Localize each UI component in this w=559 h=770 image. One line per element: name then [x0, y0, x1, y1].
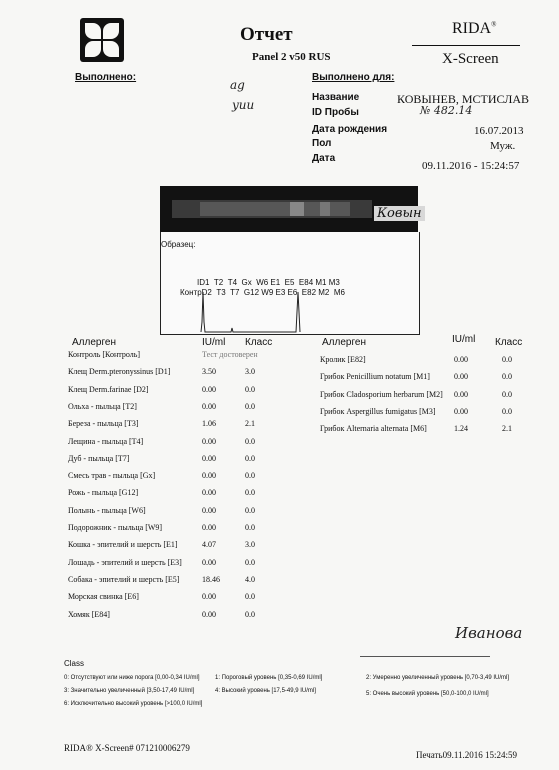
signature-line [360, 656, 490, 657]
date-label: Дата [312, 153, 336, 164]
allergen-class-value: 0.0 [245, 384, 255, 394]
sample-label: Образец: [161, 240, 196, 249]
allergen-class-value: 0.0 [502, 355, 512, 364]
allergen-name: Смесь трав - пыльца [Gx] [68, 471, 156, 481]
right-header-class: Класс [495, 337, 523, 348]
allergen-name: Дуб - пыльца [T7] [68, 453, 130, 463]
allergen-name: Грибок Aspergillus fumigatus [M3] [320, 406, 436, 416]
allergen-iu-value: 0.00 [202, 453, 216, 463]
allergen-name: Ольха - пыльца [T2] [68, 401, 137, 411]
allergen-class-value: 0.0 [245, 436, 255, 446]
test-strip-image [160, 186, 422, 232]
allergen-name: Полынь - пыльца [W6] [68, 505, 146, 515]
left-header-iu: IU/ml [202, 337, 226, 348]
performed-for-label: Выполнено для: [312, 72, 395, 83]
sample-id-value: № 482.14 [420, 104, 473, 117]
allergen-iu-value: 0.00 [202, 384, 216, 394]
allergen-class-value: 0.0 [245, 471, 255, 481]
sex-label: Пол [312, 138, 332, 149]
allergen-iu-value: 0.00 [202, 488, 216, 498]
handwritten-initials-2: yuu [232, 98, 255, 112]
sample-id-label: ID Пробы [312, 107, 359, 118]
allergen-name: Клещ Derm.pteronyssinus [D1] [68, 367, 171, 377]
allergen-iu-value: 0.00 [202, 471, 216, 481]
name-label: Название [312, 92, 360, 103]
rida-logo [80, 18, 124, 62]
allergen-class-value: 0.0 [245, 609, 255, 619]
panel-subtitle: Panel 2 v50 RUS [252, 51, 331, 63]
allergen-class-value: 0.0 [245, 592, 255, 602]
allergen-name: Клещ Derm.farinae [D2] [68, 384, 149, 394]
allergen-name: Кролик [E82] [320, 355, 366, 364]
allergen-class-value: 0.0 [245, 523, 255, 532]
legend-item-0: 0: Отсутствуют или ниже порога [0,00-0,34 IU/ml] [64, 675, 200, 681]
allergen-class-value: 0.0 [245, 401, 255, 411]
allergen-iu-value: 0.00 [202, 505, 216, 515]
allergen-iu-value: 0.00 [454, 372, 468, 382]
allergen-name: Собака - эпителий и шерсть [E5] [68, 574, 180, 584]
allergen-class-value: 4.0 [245, 574, 255, 584]
right-header-iu: IU/ml [452, 334, 476, 345]
allergen-name: Береза - пыльца [T3] [68, 419, 139, 429]
handwritten-name: Ковын [374, 206, 425, 221]
performed-by-label: Выполнено: [75, 72, 137, 83]
allergen-name: Лещина - пыльца [T4] [68, 436, 144, 446]
legend-item-1: 1: Пороговый уровень [0,35-0,69 IU/ml] [215, 675, 323, 681]
birthdate-value: 16.07.2013 [474, 125, 524, 137]
allergen-name: Грибок Penicillium notatum [M1] [320, 372, 430, 382]
allergen-class-value: 0.0 [245, 453, 255, 463]
allergen-iu-value: 4.07 [202, 540, 216, 550]
allergen-name: Хомяк [E84] [68, 609, 110, 619]
handwritten-initials-1: ag [230, 78, 245, 92]
allergen-iu-value: 0.00 [454, 355, 468, 364]
allergen-class-value: 0.0 [245, 488, 255, 498]
allergen-name: Контроль [Контроль] [68, 350, 141, 359]
allergen-class-value: 3.0 [245, 540, 255, 550]
allergen-iu-value: 0.00 [202, 609, 216, 619]
allergen-iu-value: 18.46 [202, 574, 220, 584]
legend-item-4: 4: Высокий уровень [17,5-49,9 IU/ml] [215, 688, 316, 694]
marker-bottom-row: КонтрD2 T3 T7 G12 W9 E3 E6 E82 M2 M6 [180, 288, 345, 297]
allergen-name: Лошадь - эпителий и шерсть [E3] [68, 557, 182, 567]
allergen-name: Подорожник - пыльца [W9] [68, 523, 163, 532]
brand-rida: RIDA® [452, 20, 497, 37]
left-header-class: Класс [245, 337, 273, 348]
allergen-class-value: 0.0 [502, 406, 512, 416]
allergen-name: Рожь - пыльца [G12] [68, 488, 139, 498]
allergen-class-value: 0.0 [502, 372, 512, 382]
allergen-class-value: 3.0 [245, 367, 255, 377]
signature: Иванова [455, 624, 523, 642]
allergen-class-value: 0.0 [245, 505, 255, 515]
allergen-iu-value: 0.00 [454, 389, 468, 399]
allergen-iu-value: 0.00 [454, 406, 468, 416]
allergen-name: Грибок Alternaria alternata [M6] [320, 424, 427, 434]
allergen-iu-value: 0.00 [202, 592, 216, 602]
brand-divider [412, 45, 520, 46]
allergen-name: Морская свинка [E6] [68, 592, 139, 602]
brand-xscreen: X-Screen [442, 51, 499, 67]
sex-value: Муж. [490, 140, 516, 152]
legend-item-2: 2: Умеренно увеличенный уровень [0,70-3,49 IU/ml] [366, 675, 510, 681]
device-serial: RIDA® X-Screen# 071210006279 [64, 743, 190, 753]
left-header-allergen: Аллерген [72, 337, 116, 348]
allergen-name: Грибок Cladosporium herbarum [M2] [320, 389, 443, 399]
allergen-class-value: 2.1 [502, 424, 512, 434]
legend-item-6: 6: Исключительно высокий уровень [>100,0 IU/ml] [64, 701, 203, 707]
allergen-iu-value: 0.00 [202, 557, 216, 567]
allergen-name: Кошка - эпителий и шерсть [E1] [68, 540, 178, 550]
allergen-iu-value: 0.00 [202, 401, 216, 411]
allergen-iu-value: 0.00 [202, 523, 216, 532]
marker-top-row: ID1 T2 T4 Gx W6 E1 E5 E84 M1 M3 [197, 278, 340, 287]
patient-name: КОВЫНЕВ, МСТИСЛАВ [397, 92, 530, 106]
right-header-allergen: Аллерген [322, 337, 366, 348]
allergen-class-value: 0.0 [502, 389, 512, 399]
allergen-iu-value: 0.00 [202, 436, 216, 446]
date-value: 09.11.2016 - 15:24:57 [422, 160, 520, 172]
allergen-iu-value: 1.06 [202, 419, 216, 429]
legend-item-5: 5: Очень высокий уровень [50,0-100,0 IU/ml] [366, 691, 489, 697]
report-title: Отчет [240, 24, 293, 45]
allergen-class-value: 2.1 [245, 419, 255, 429]
allergen-iu-value: 3.50 [202, 367, 216, 377]
allergen-iu-value: 1.24 [454, 424, 468, 434]
birthdate-label: Дата рождения [312, 124, 388, 135]
legend-title: Class [64, 659, 85, 668]
print-timestamp: Печать09.11.2016 15:24:59 [416, 750, 518, 760]
legend-item-3: 3: Значительно увеличенный [3,50-17,49 IU/ml] [64, 688, 195, 694]
allergen-iu-value: Тест достоверен [202, 350, 258, 359]
allergen-class-value: 0.0 [245, 557, 255, 567]
